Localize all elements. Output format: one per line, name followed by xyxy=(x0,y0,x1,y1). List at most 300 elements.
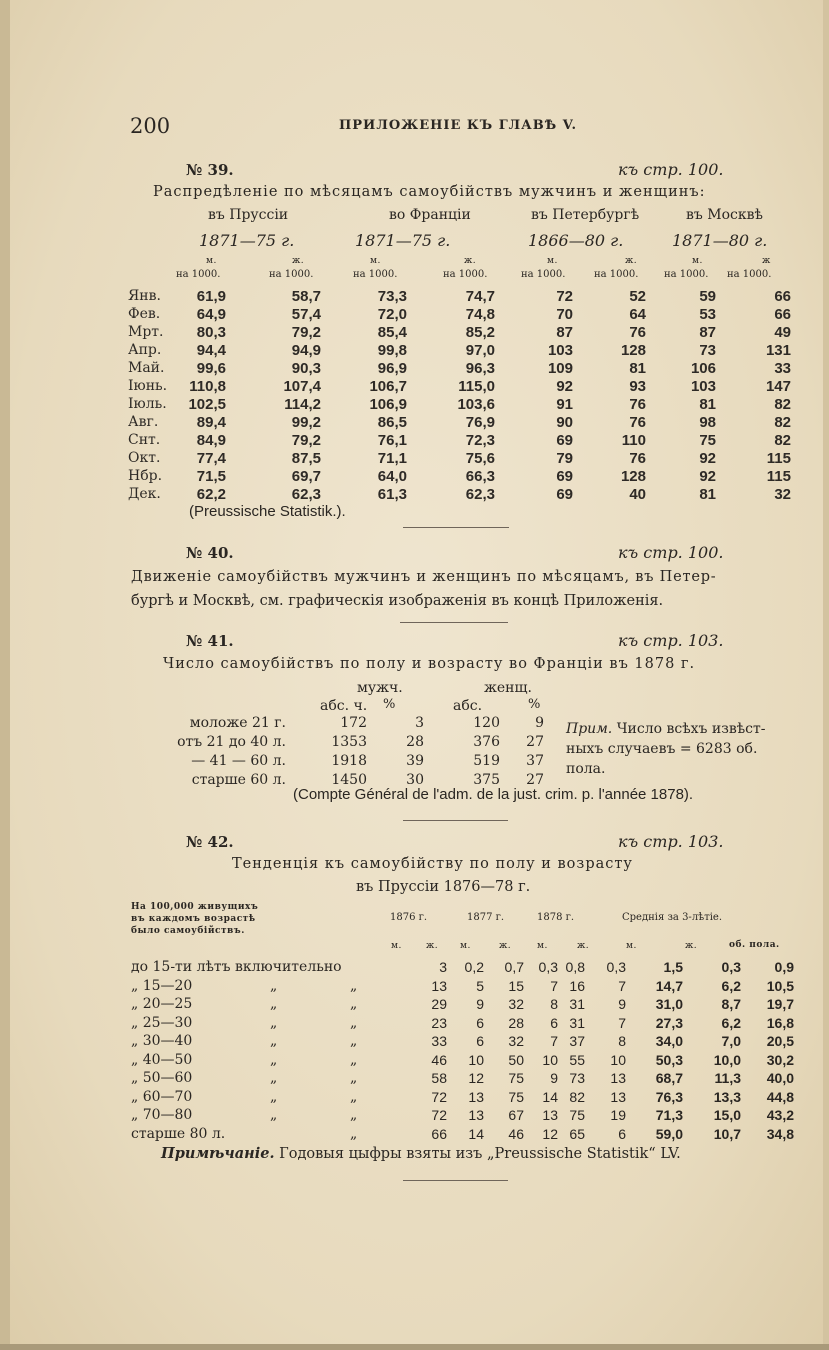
table-cell: 40 xyxy=(629,485,646,503)
table-cell: 15,0 xyxy=(713,1107,741,1124)
table-cell: 28 xyxy=(508,1014,524,1031)
table-cell: 375 xyxy=(473,771,500,788)
table-row xyxy=(131,1014,794,1033)
table-cell: 6,2 xyxy=(721,1014,741,1031)
table-cell: 76 xyxy=(629,413,646,431)
region-3-years: 1866—80 г. xyxy=(528,231,624,250)
table-cell: 31,0 xyxy=(655,996,683,1013)
table-cell: 110 xyxy=(621,431,646,449)
table-cell: 9 xyxy=(476,996,484,1013)
region-2-name: во Франціи xyxy=(389,207,471,223)
table-cell: 8 xyxy=(618,1033,626,1050)
table-cell: 46 xyxy=(508,1125,524,1142)
ditto-mark: „ xyxy=(350,1033,358,1050)
table-cell: 7 xyxy=(618,1014,626,1031)
separator-rule xyxy=(400,622,508,623)
table-cell: 85,4 xyxy=(377,323,407,341)
table-cell: 10 xyxy=(468,1051,484,1068)
ditto-mark: „ xyxy=(270,996,278,1013)
table-cell: 32 xyxy=(508,996,524,1013)
month-label: Нбр. xyxy=(128,468,163,484)
table-cell: 172 xyxy=(340,714,367,731)
row-label: „ 50—60 xyxy=(131,1070,193,1087)
table-cell: 7,0 xyxy=(721,1033,741,1050)
table-cell: 92 xyxy=(699,449,716,467)
sex-label-c: м. xyxy=(460,941,471,951)
table-cell: 82 xyxy=(569,1088,585,1105)
table-cell: 6 xyxy=(550,1014,558,1031)
table-cell: 10 xyxy=(610,1051,626,1068)
sex-label-3: м. xyxy=(370,256,381,266)
table-cell: 90,3 xyxy=(291,359,321,377)
section-41-ref: къ стр. 103. xyxy=(618,631,724,650)
table-cell: 75 xyxy=(699,431,716,449)
table-cell: 80,3 xyxy=(196,323,226,341)
ditto-mark: „ xyxy=(350,1125,358,1142)
per-label-8: на 1000. xyxy=(727,269,772,280)
table-cell: 519 xyxy=(473,752,500,769)
table-cell: 75,6 xyxy=(465,449,495,467)
section-42-number: № 42. xyxy=(186,833,234,851)
table-cell: 82 xyxy=(774,413,791,431)
table-cell: 76 xyxy=(629,323,646,341)
section-42-note xyxy=(161,1145,681,1162)
table-cell: 61,9 xyxy=(196,287,226,305)
table-cell: 13 xyxy=(610,1088,626,1105)
table-cell: 15 xyxy=(508,977,524,994)
row-label: — 41 — 60 л. xyxy=(191,752,286,769)
ditto-mark: „ xyxy=(350,1088,358,1105)
sex-label-7: м. xyxy=(692,256,703,266)
table-cell: 62,3 xyxy=(291,485,321,503)
table-cell: 46 xyxy=(431,1051,447,1068)
table-cell: 28 xyxy=(406,733,424,750)
table-row xyxy=(131,977,794,996)
table-row xyxy=(131,1106,794,1125)
table-cell: 147 xyxy=(765,377,791,395)
table-cell: 32 xyxy=(774,485,791,503)
table-cell: 82 xyxy=(774,395,791,413)
per-label-2: на 1000. xyxy=(269,269,314,280)
table-cell: 1353 xyxy=(331,733,367,750)
table-row xyxy=(128,467,791,485)
table-cell: 0,3 xyxy=(538,959,558,976)
table-cell: 12 xyxy=(468,1070,484,1087)
month-label: Май. xyxy=(128,360,165,376)
table-cell: 73,3 xyxy=(377,287,407,305)
region-2-years: 1871—75 г. xyxy=(355,231,451,250)
table-cell: 81 xyxy=(629,359,646,377)
note-label: Прим. xyxy=(566,721,613,737)
table-cell: 8 xyxy=(550,996,558,1013)
table-row xyxy=(128,431,791,449)
note-text: Число всѣхъ извѣст- xyxy=(616,721,766,737)
table-cell: 6 xyxy=(476,1033,484,1050)
table-cell: 93 xyxy=(629,377,646,395)
ditto-mark: „ xyxy=(270,1033,278,1050)
table-cell: 61,3 xyxy=(377,485,407,503)
table-cell: 3 xyxy=(415,714,424,731)
section-41-number: № 41. xyxy=(186,632,234,650)
table-cell: 13 xyxy=(610,1070,626,1087)
table-cell: 13 xyxy=(431,977,447,994)
table-cell: 103 xyxy=(690,377,716,395)
table-cell: 8,7 xyxy=(721,996,741,1013)
region-4-name: въ Москвѣ xyxy=(686,207,763,223)
page-number: 200 xyxy=(130,114,171,138)
table-cell: 114,2 xyxy=(284,395,321,413)
table-cell: 72 xyxy=(556,287,573,305)
table-row xyxy=(128,413,791,431)
table-cell: 59,0 xyxy=(655,1125,683,1142)
table-cell: 43,2 xyxy=(766,1107,794,1124)
ditto-mark: „ xyxy=(270,1070,278,1087)
col-label-pct-female: % xyxy=(528,697,541,712)
table-cell: 7 xyxy=(618,977,626,994)
sex-label-b: ж. xyxy=(426,941,439,951)
table-cell: 27,3 xyxy=(655,1014,683,1031)
table-cell: 33 xyxy=(431,1033,447,1050)
table-cell: 66 xyxy=(774,287,791,305)
table-cell: 27 xyxy=(526,771,544,788)
year-1877: 1877 г. xyxy=(467,912,505,923)
table-cell: 31 xyxy=(569,996,585,1013)
sex-label-4: ж. xyxy=(464,256,477,266)
table-cell: 72,0 xyxy=(377,305,407,323)
table-cell: 58,7 xyxy=(291,287,321,305)
table-cell: 99,8 xyxy=(377,341,407,359)
table-cell: 96,3 xyxy=(465,359,495,377)
group-female-label: женщ. xyxy=(484,680,532,696)
table-cell: 81 xyxy=(699,485,716,503)
table-row xyxy=(128,359,791,377)
table-cell: 6 xyxy=(476,1014,484,1031)
table-cell: 128 xyxy=(620,341,646,359)
table-row xyxy=(128,485,791,503)
table-cell: 69 xyxy=(556,467,573,485)
table-cell: 62,3 xyxy=(465,485,495,503)
per-label-7: на 1000. xyxy=(664,269,709,280)
month-label: Окт. xyxy=(128,450,161,466)
row-label: „ 25—30 xyxy=(131,1014,193,1031)
sex-label-h: ж. xyxy=(685,941,698,951)
section-39-heading: Распредѣленіе по мѣсяцамъ самоубійствъ мужчинъ и женщинъ: xyxy=(153,184,706,200)
table-cell: 5 xyxy=(476,977,484,994)
table-cell: 13 xyxy=(542,1107,558,1124)
month-label: Янв. xyxy=(128,288,161,304)
table-cell: 106,7 xyxy=(369,377,407,395)
table-cell: 37 xyxy=(569,1033,585,1050)
month-label: Іюнь. xyxy=(128,378,168,394)
row-label: „ 15—20 xyxy=(131,977,193,994)
ditto-mark: „ xyxy=(350,1014,358,1031)
table-row xyxy=(131,1069,794,1088)
table-cell: 115 xyxy=(766,467,791,485)
sex-label-2: ж. xyxy=(292,256,305,266)
table-cell: 44,8 xyxy=(766,1088,794,1105)
table-cell: 99,6 xyxy=(196,359,226,377)
ditto-mark: „ xyxy=(350,1107,358,1124)
row-label: старше 80 л. xyxy=(131,1125,226,1142)
month-label: Дек. xyxy=(128,486,161,502)
sex-label-8: ж xyxy=(762,256,771,266)
table-cell: 16,8 xyxy=(766,1014,794,1031)
table-cell: 75 xyxy=(569,1107,585,1124)
row-label: „ 60—70 xyxy=(131,1088,193,1105)
per-label-5: на 1000. xyxy=(521,269,566,280)
sex-label-g: м. xyxy=(626,941,637,951)
table-cell: 32 xyxy=(508,1033,524,1050)
table-cell: 106 xyxy=(690,359,716,377)
table-cell: 84,9 xyxy=(196,431,226,449)
table-cell: 66 xyxy=(774,305,791,323)
table-cell: 7 xyxy=(550,977,558,994)
table-row xyxy=(131,1051,794,1070)
table-cell: 68,7 xyxy=(655,1070,683,1087)
table-cell: 72 xyxy=(431,1088,447,1105)
table-cell: 79 xyxy=(556,449,573,467)
section-40-ref: къ стр. 100. xyxy=(618,543,724,562)
table-cell: 23 xyxy=(431,1014,447,1031)
ditto-mark: „ xyxy=(270,977,278,994)
separator-rule xyxy=(403,527,509,528)
running-head: ПРИЛОЖЕНІЕ КЪ ГЛАВѢ V. xyxy=(339,118,578,133)
table-cell: 6 xyxy=(618,1125,626,1142)
table-cell: 98 xyxy=(699,413,716,431)
table-cell: 86,5 xyxy=(377,413,407,431)
table-cell: 77,4 xyxy=(196,449,226,467)
separator-rule xyxy=(403,1180,508,1181)
sex-label-f: ж. xyxy=(577,941,590,951)
table-cell: 30,2 xyxy=(766,1051,794,1068)
table-cell: 66 xyxy=(431,1125,447,1142)
table-cell: 102,5 xyxy=(188,395,226,413)
table-cell: 11,3 xyxy=(714,1070,741,1087)
table-cell: 66,3 xyxy=(465,467,495,485)
table-cell: 49 xyxy=(774,323,791,341)
table-cell: 69,7 xyxy=(291,467,321,485)
table-cell: 19,7 xyxy=(766,996,794,1013)
ditto-mark: „ xyxy=(350,1070,358,1087)
month-label: Авг. xyxy=(128,414,159,430)
table-cell: 13,3 xyxy=(713,1088,741,1105)
table-cell: 34,8 xyxy=(766,1125,794,1142)
region-1-years: 1871—75 г. xyxy=(199,231,295,250)
row-label: „ 40—50 xyxy=(131,1051,193,1068)
section-39-source: (Preussische Statistik.). xyxy=(189,503,346,520)
page-left-edge xyxy=(0,0,10,1350)
table-cell: 0,7 xyxy=(504,959,524,976)
table-cell: 13 xyxy=(468,1107,484,1124)
table-row xyxy=(170,732,544,751)
table-cell: 29 xyxy=(431,996,447,1013)
table-cell: 92 xyxy=(699,467,716,485)
table-row xyxy=(131,1125,794,1144)
table-cell: 27 xyxy=(526,733,544,750)
table-cell: 115 xyxy=(766,449,791,467)
table-row xyxy=(128,287,791,305)
row-label: отъ 21 до 40 л. xyxy=(177,733,286,750)
table-cell: 0,2 xyxy=(464,959,484,976)
row-label: до 15-ти лѣтъ включительно xyxy=(131,959,342,976)
year-1878: 1878 г. xyxy=(537,912,575,923)
table-cell: 0,3 xyxy=(721,959,741,976)
table-cell: 57,4 xyxy=(291,305,321,323)
sex-label-6: ж. xyxy=(625,256,638,266)
table-cell: 74,8 xyxy=(465,305,495,323)
table-cell: 94,4 xyxy=(196,341,226,359)
table-cell: 10 xyxy=(542,1051,558,1068)
sex-label-1: м. xyxy=(206,256,217,266)
table-cell: 9 xyxy=(550,1070,558,1087)
table-cell: 30 xyxy=(406,771,424,788)
per-label-1: на 1000. xyxy=(176,269,221,280)
table-cell: 76 xyxy=(629,395,646,413)
table-cell: 75 xyxy=(508,1088,524,1105)
row-label: моложе 21 г. xyxy=(189,714,286,731)
ditto-mark: „ xyxy=(270,1088,278,1105)
row-label: „ 30—40 xyxy=(131,1033,193,1050)
table-cell: 58 xyxy=(431,1070,447,1087)
table-cell: 10,7 xyxy=(713,1125,741,1142)
table-cell: 97,0 xyxy=(465,341,495,359)
table-cell: 115,0 xyxy=(458,377,495,395)
table-row xyxy=(128,377,791,395)
section-41-note-line3: пола. xyxy=(566,761,606,777)
ditto-mark: „ xyxy=(270,1107,278,1124)
group-male-label: мужч. xyxy=(357,680,403,696)
table-cell: 1918 xyxy=(331,752,367,769)
table-cell: 50 xyxy=(508,1051,524,1068)
table-cell: 76,1 xyxy=(377,431,407,449)
sex-label-a: м. xyxy=(391,941,402,951)
table-cell: 87,5 xyxy=(291,449,321,467)
table-cell: 96,9 xyxy=(377,359,407,377)
table-cell: 75 xyxy=(508,1070,524,1087)
table-cell: 79,2 xyxy=(291,431,321,449)
table-cell: 9 xyxy=(535,714,544,731)
table-cell: 76,9 xyxy=(465,413,495,431)
table-cell: 40,0 xyxy=(766,1070,794,1087)
stub-line-1: На 100,000 живущихъ xyxy=(131,902,259,912)
region-1-name: въ Пруссіи xyxy=(208,207,289,223)
section-42-ref: къ стр. 103. xyxy=(618,832,724,851)
table-cell: 64,0 xyxy=(377,467,407,485)
table-cell: 79,2 xyxy=(291,323,321,341)
per-label-4: на 1000. xyxy=(443,269,488,280)
table-row xyxy=(170,751,544,770)
sex-label-e: м. xyxy=(537,941,548,951)
table-cell: 10,5 xyxy=(766,977,794,994)
table-row xyxy=(128,323,791,341)
table-cell: 87 xyxy=(556,323,573,341)
table-cell: 1450 xyxy=(331,771,367,788)
table-cell: 91 xyxy=(556,395,573,413)
table-cell: 55 xyxy=(569,1051,585,1068)
table-cell: 67 xyxy=(508,1107,524,1124)
table-cell: 74,7 xyxy=(465,287,495,305)
table-cell: 72 xyxy=(431,1107,447,1124)
table-cell: 33 xyxy=(774,359,791,377)
table-cell: 69 xyxy=(556,485,573,503)
region-4-years: 1871—80 г. xyxy=(672,231,768,250)
table-cell: 20,5 xyxy=(766,1033,794,1050)
section-41-note-line1 xyxy=(566,721,766,737)
table-cell: 62,2 xyxy=(196,485,226,503)
row-label: „ 20—25 xyxy=(131,996,193,1013)
year-1876: 1876 г. xyxy=(390,912,428,923)
per-label-6: на 1000. xyxy=(594,269,639,280)
table-cell: 376 xyxy=(473,733,500,750)
page-bottom-edge xyxy=(0,1344,829,1350)
table-cell: 31 xyxy=(569,1014,585,1031)
table-cell: 87 xyxy=(699,323,716,341)
table-cell: 73 xyxy=(569,1070,585,1087)
table-cell: 90 xyxy=(556,413,573,431)
stub-line-2: въ каждомъ возрастѣ xyxy=(131,914,256,924)
table-cell: 71,1 xyxy=(377,449,407,467)
table-cell: 64 xyxy=(629,305,646,323)
table-cell: 128 xyxy=(620,467,646,485)
table-cell: 50,3 xyxy=(655,1051,683,1068)
region-3-name: въ Петербургѣ xyxy=(531,207,640,223)
table-cell: 85,2 xyxy=(465,323,495,341)
table-cell: 9 xyxy=(618,996,626,1013)
month-label: Апр. xyxy=(128,342,162,358)
table-row xyxy=(128,341,791,359)
note-label: Примѣчаніе. xyxy=(161,1145,275,1162)
table-cell: 1,5 xyxy=(663,959,683,976)
table-cell: 76,3 xyxy=(655,1088,683,1105)
table-cell: 70 xyxy=(556,305,573,323)
table-cell: 89,4 xyxy=(196,413,226,431)
table-cell: 0,3 xyxy=(606,959,626,976)
table-cell: 131 xyxy=(765,341,791,359)
table-cell: 52 xyxy=(629,287,646,305)
table-cell: 14 xyxy=(468,1125,484,1142)
table-cell: 59 xyxy=(699,287,716,305)
note-text: Годовыя цыфры взяты изъ „Preussische Statistik“ LV. xyxy=(279,1146,681,1162)
separator-rule xyxy=(403,820,508,821)
table-cell: 14,7 xyxy=(655,977,683,994)
section-39-ref: къ стр. 100. xyxy=(618,160,724,179)
stub-line-3: было самоубійствъ. xyxy=(131,926,245,936)
table-cell: 6,2 xyxy=(721,977,741,994)
table-cell: 53 xyxy=(699,305,716,323)
section-39-number: № 39. xyxy=(186,161,234,179)
col-label-pct-male: % xyxy=(383,697,396,712)
table-cell: 76 xyxy=(629,449,646,467)
table-cell: 107,4 xyxy=(283,377,321,395)
table-cell: 71,3 xyxy=(655,1107,683,1124)
section-42-heading-line2: въ Пруссіи 1876—78 г. xyxy=(356,879,531,895)
table-row xyxy=(128,449,791,467)
table-cell: 0,8 xyxy=(565,959,585,976)
row-label: „ 70—80 xyxy=(131,1107,193,1124)
per-label-3: на 1000. xyxy=(353,269,398,280)
section-40-number: № 40. xyxy=(186,544,234,562)
ditto-mark: „ xyxy=(270,1014,278,1031)
table-row xyxy=(128,305,791,323)
table-cell: 64,9 xyxy=(196,305,226,323)
sex-label-d: ж. xyxy=(499,941,512,951)
table-row xyxy=(128,395,791,413)
table-row xyxy=(131,1088,794,1107)
page-right-edge xyxy=(823,0,829,1350)
sex-label-5: м. xyxy=(547,256,558,266)
monthly-suicide-table xyxy=(128,287,791,503)
table-cell: 81 xyxy=(699,395,716,413)
